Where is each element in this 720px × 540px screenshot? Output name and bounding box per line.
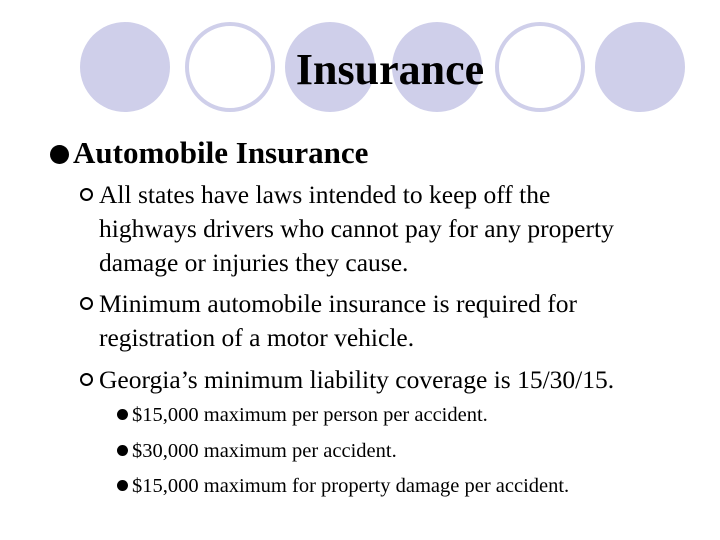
point-1-line-3: damage or injuries they cause. [99, 248, 409, 277]
small-filled-bullet-icon [117, 409, 128, 420]
point-2-line-2: registration of a motor vehicle. [99, 323, 415, 352]
point-1 [78, 178, 708, 280]
ring-bullet-icon [80, 297, 93, 310]
heading-bullet [50, 133, 368, 173]
point-1-line-2: highways drivers who cannot pay for any property [99, 214, 614, 243]
heading-text: Automobile Insurance [73, 135, 369, 170]
filled-bullet-icon [50, 145, 69, 164]
subpoint-2 [117, 437, 397, 465]
small-filled-bullet-icon [117, 480, 128, 491]
subpoint-2-text: $30,000 maximum per accident. [132, 440, 397, 462]
ring-bullet-icon [80, 188, 93, 201]
point-2-line-1: Minimum automobile insurance is required for [99, 289, 578, 318]
small-filled-bullet-icon [117, 445, 128, 456]
point-1-line-1: All states have laws intended to keep off the [99, 180, 551, 209]
subpoint-3-text: $15,000 maximum for property damage per accident. [132, 475, 570, 497]
point-3-line-1: Georgia’s minimum liability coverage is 15/30/15. [99, 365, 615, 394]
point-3 [78, 363, 708, 397]
point-2 [78, 287, 708, 355]
subpoint-1-text: $15,000 maximum per person per accident. [132, 404, 488, 426]
subpoint-1 [117, 401, 488, 429]
ring-bullet-icon [80, 373, 93, 386]
slide-title: Insurance [295, 45, 485, 94]
subpoint-3 [117, 472, 569, 500]
